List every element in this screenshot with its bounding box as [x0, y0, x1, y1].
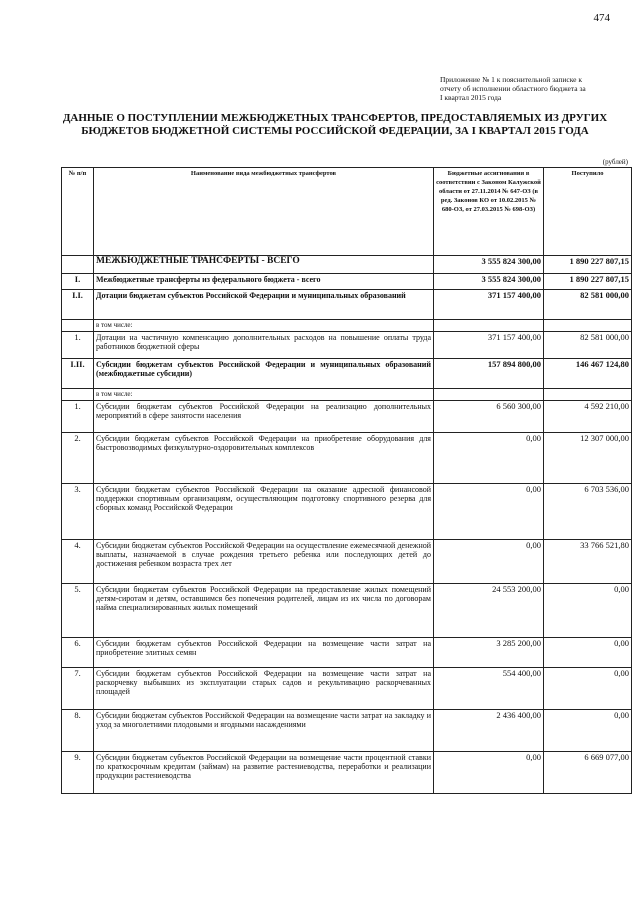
row-num: [62, 389, 94, 401]
row-name: Субсидии бюджетам субъектов Российской Федерации на реализацию дополнительных мероприятий в сфере занятости населения: [94, 401, 434, 433]
units-label: (рублей): [602, 158, 628, 166]
appendix-line: I квартал 2015 года: [440, 93, 502, 102]
row-received: 33 766 521,80: [544, 540, 632, 584]
table-row: [62, 484, 632, 540]
row-name: Субсидии бюджетам субъектов Российской Федерации на возмещение части затрат на приобретение элитных семян: [94, 638, 434, 668]
row-name: в том числе:: [94, 389, 434, 401]
table-row: [62, 320, 632, 332]
table-row: [62, 359, 632, 389]
row-num: 7.: [62, 668, 94, 710]
row-num: 2.: [62, 433, 94, 484]
row-received: 6 669 077,00: [544, 752, 632, 794]
appendix-line: Приложение № 1 к пояснительной записке к: [440, 75, 583, 84]
header-received: Поступило: [544, 168, 632, 256]
row-assigned: [434, 320, 544, 332]
row-num: 9.: [62, 752, 94, 794]
table-row: [62, 668, 632, 710]
row-assigned: 0,00: [434, 484, 544, 540]
row-received: 0,00: [544, 638, 632, 668]
row-num: 8.: [62, 710, 94, 752]
row-assigned: 0,00: [434, 540, 544, 584]
header-num: № п/п: [62, 168, 94, 256]
table-row: [62, 290, 632, 320]
table-row: [62, 540, 632, 584]
row-received: 4 592 210,00: [544, 401, 632, 433]
page-number: 474: [593, 12, 610, 24]
title-line: БЮДЖЕТОВ БЮДЖЕТНОЙ СИСТЕМЫ РОССИЙСКОЙ ФЕДЕРАЦИИ, ЗА I КВАРТАЛ 2015 ГОДА: [81, 125, 589, 137]
table-row: [62, 638, 632, 668]
transfers-table: [61, 167, 632, 794]
row-assigned: 6 560 300,00: [434, 401, 544, 433]
row-name: Субсидии бюджетам субъектов Российской Федерации на возмещение части затрат на раскорчевку выбывших из эксплуатации старых садов и рекультивацию раскорчеванных площадей: [94, 668, 434, 710]
row-name: Дотации бюджетам субъектов Российской Федерации и муниципальных образований: [94, 290, 434, 320]
row-name: Субсидии бюджетам субъектов Российской Федерации на возмещение части затрат на закладку и уход за многолетними плодовыми и ягодными насаждениями: [94, 710, 434, 752]
appendix-note: [440, 75, 628, 102]
row-name: Субсидии бюджетам субъектов Российской Федерации на приобретение оборудования для быстровозводимых физкультурно-оздоровительных комплексов: [94, 433, 434, 484]
row-received: 0,00: [544, 668, 632, 710]
header-name: Наименование вида межбюджетных трансфертов: [94, 168, 434, 256]
document-title: [40, 112, 630, 138]
row-received: 146 467 124,80: [544, 359, 632, 389]
row-num: [62, 256, 94, 274]
row-received: 82 581 000,00: [544, 290, 632, 320]
row-name: Дотации на частичную компенсацию дополнительных расходов на повышение оплаты труда работников бюджетной сферы: [94, 332, 434, 359]
row-num: 1.: [62, 332, 94, 359]
table-row: [62, 584, 632, 638]
row-received: [544, 320, 632, 332]
row-name: МЕЖБЮДЖЕТНЫЕ ТРАНСФЕРТЫ - ВСЕГО: [94, 256, 434, 274]
row-num: 3.: [62, 484, 94, 540]
table-row: [62, 274, 632, 290]
row-num: I.I.: [62, 290, 94, 320]
row-assigned: 2 436 400,00: [434, 710, 544, 752]
table-header-row: [62, 168, 632, 256]
row-received: 0,00: [544, 584, 632, 638]
row-name: Субсидии бюджетам субъектов Российской Федерации и муниципальных образований (межбюджетные субсидии): [94, 359, 434, 389]
header-assigned: Бюджетные ассигнования в соответствии с Законом Калужской области от 27.11.2014 № 647-ОЗ (в ред. Законов КО от 10.02.2015 № 680-ОЗ, от 27.03.2015 № 698-ОЗ): [434, 168, 544, 256]
row-assigned: 0,00: [434, 433, 544, 484]
row-name: Межбюджетные трансферты из федерального бюджета - всего: [94, 274, 434, 290]
row-received: 6 703 536,00: [544, 484, 632, 540]
table-row: [62, 389, 632, 401]
row-assigned: 24 553 200,00: [434, 584, 544, 638]
row-num: 6.: [62, 638, 94, 668]
table-row: [62, 710, 632, 752]
row-received: 12 307 000,00: [544, 433, 632, 484]
row-assigned: 157 894 800,00: [434, 359, 544, 389]
row-assigned: [434, 389, 544, 401]
row-assigned: 554 400,00: [434, 668, 544, 710]
appendix-line: отчету об исполнении областного бюджета за: [440, 84, 586, 93]
table-row: [62, 256, 632, 274]
title-line: ДАННЫЕ О ПОСТУПЛЕНИИ МЕЖБЮДЖЕТНЫХ ТРАНСФЕРТОВ, ПРЕДОСТАВЛЯЕМЫХ ИЗ ДРУГИХ: [62, 112, 608, 124]
table-row: [62, 401, 632, 433]
row-num: 1.: [62, 401, 94, 433]
row-num: 5.: [62, 584, 94, 638]
row-name: Субсидии бюджетам субъектов Российской Федерации на предоставление жилых помещений детям-сиротам и детям, оставшимся без попечения родителей, лицам из их числа по договорам найма специализированных жилых помещений: [94, 584, 434, 638]
row-num: I.II.: [62, 359, 94, 389]
row-assigned: 371 157 400,00: [434, 290, 544, 320]
table-row: [62, 752, 632, 794]
row-num: 4.: [62, 540, 94, 584]
row-received: 1 890 227 807,15: [544, 256, 632, 274]
row-assigned: 3 555 824 300,00: [434, 256, 544, 274]
row-assigned: 3 555 824 300,00: [434, 274, 544, 290]
row-received: 82 581 000,00: [544, 332, 632, 359]
row-assigned: 0,00: [434, 752, 544, 794]
row-received: [544, 389, 632, 401]
row-name: в том числе:: [94, 320, 434, 332]
row-assigned: 3 285 200,00: [434, 638, 544, 668]
row-name: Субсидии бюджетам субъектов Российской Федерации на оказание адресной финансовой поддержки спортивным организациям, осуществляющим подготовку спортивного резерва для сборных команд Российской Федерации: [94, 484, 434, 540]
row-received: 0,00: [544, 710, 632, 752]
row-received: 1 890 227 807,15: [544, 274, 632, 290]
row-name: Субсидии бюджетам субъектов Российской Федерации на возмещение части процентной ставки по краткосрочным кредитам (займам) на развитие растениеводства, переработки и реализации продукции растениеводства: [94, 752, 434, 794]
row-name: Субсидии бюджетам субъектов Российской Федерации на осуществление ежемесячной денежной выплаты, назначаемой в случае рождения третьего ребенка или последующих детей до достижения ребенком возраста трех лет: [94, 540, 434, 584]
table-row: [62, 332, 632, 359]
table-row: [62, 433, 632, 484]
row-num: I.: [62, 274, 94, 290]
row-num: [62, 320, 94, 332]
row-assigned: 371 157 400,00: [434, 332, 544, 359]
